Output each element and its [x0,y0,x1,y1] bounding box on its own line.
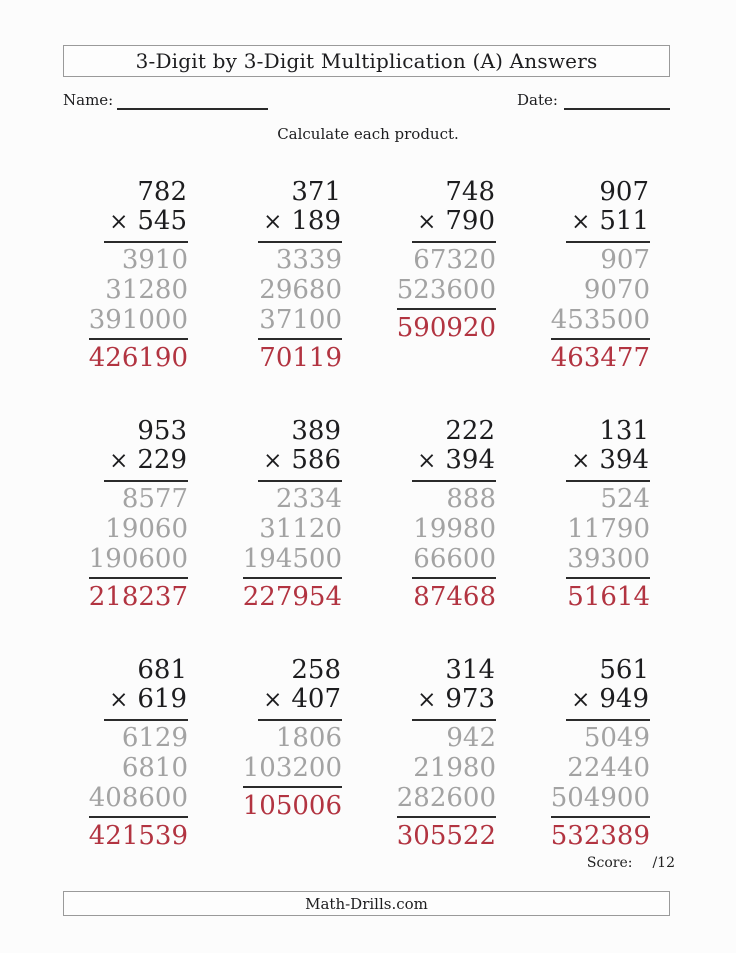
operands-block [412,417,496,482]
partial-product: 31120 [259,514,342,544]
site-name: Math-Drills.com [305,894,428,913]
multiplicand: 953 [137,416,187,446]
partial-product: 524 [600,484,650,514]
score-value: /12 [652,855,675,871]
date-write-line [564,94,670,110]
multiplication-problem [397,178,496,373]
multiply-icon: × [263,448,283,474]
multiplier-row [571,446,649,476]
operands-block [566,178,650,243]
multiply-icon: × [109,448,129,474]
multiply-icon: × [263,209,283,235]
name-write-line [117,94,268,110]
multiplier-row [263,685,341,715]
multiplication-problem [551,178,650,373]
partial-product: 1806 [275,723,342,753]
multiplication-problem [243,656,342,851]
partial-product: 6129 [121,723,188,753]
operands-block [258,656,342,721]
operands-block [412,656,496,721]
multiply-icon: × [417,209,437,235]
partial-product: 19980 [413,514,496,544]
operands-block [566,656,650,721]
partial-products [551,721,650,813]
multiplication-problem [397,656,496,851]
partial-product: 66600 [413,544,496,574]
partial-product: 11790 [567,514,650,544]
multiplier-row [417,207,495,237]
partial-product: 190600 [88,544,188,574]
partial-products [566,482,650,574]
multiplier-row [417,685,495,715]
partial-product: 408600 [88,783,188,813]
date-label: Date: [517,91,558,109]
multiplicand: 389 [291,416,341,446]
final-product: 421539 [89,816,188,851]
partial-product: 29680 [259,275,342,305]
name-label: Name: [63,91,114,109]
partial-product: 6810 [121,753,188,783]
partial-product: 194500 [242,544,342,574]
final-product: 590920 [397,308,496,343]
partial-product: 8577 [121,484,188,514]
partial-product: 3910 [121,245,188,275]
multiplier: 790 [445,206,495,236]
partial-product: 37100 [259,305,342,335]
partial-product: 31280 [105,275,188,305]
partial-products [551,243,650,335]
partial-product: 39300 [567,544,650,574]
multiply-icon: × [571,209,591,235]
multiply-icon: × [571,687,591,713]
problems-grid [34,178,650,851]
final-product: 87468 [412,577,496,612]
multiplicand: 748 [445,177,495,207]
multiplication-problem [89,417,188,612]
multiplier-row [417,446,495,476]
partial-product: 9070 [583,275,650,305]
multiplication-problem [89,656,188,851]
final-product: 227954 [243,577,342,612]
multiplier-row [109,207,187,237]
multiplier-row [109,685,187,715]
partial-products [243,482,342,574]
instruction-text: Calculate each product. [277,125,459,143]
multiplier: 545 [137,206,187,236]
partial-product: 888 [446,484,496,514]
final-product: 70119 [258,338,342,373]
multiplier: 586 [291,445,341,475]
score-row [587,855,675,871]
final-product: 305522 [397,816,496,851]
footer-box [63,891,670,916]
partial-product: 19060 [105,514,188,544]
final-product: 105006 [243,786,342,821]
multiplier-row [571,207,649,237]
multiplier: 973 [445,684,495,714]
multiplication-problem [243,417,342,612]
multiplier: 189 [291,206,341,236]
multiply-icon: × [263,687,283,713]
multiplication-problem [89,178,188,373]
worksheet-title-box [63,45,670,77]
multiplier: 229 [137,445,187,475]
final-product: 51614 [566,577,650,612]
operands-block [104,178,188,243]
multiplicand: 222 [445,416,495,446]
multiplier: 407 [291,684,341,714]
multiplicand: 258 [291,655,341,685]
partial-product: 103200 [242,753,342,783]
multiplicand: 561 [599,655,649,685]
partial-products [243,721,342,783]
final-product: 532389 [551,816,650,851]
multiply-icon: × [109,209,129,235]
partial-product: 453500 [550,305,650,335]
final-product: 218237 [89,577,188,612]
operands-block [104,417,188,482]
partial-product: 282600 [396,783,496,813]
partial-product: 391000 [88,305,188,335]
multiplicand: 314 [445,655,495,685]
multiplication-problem [258,178,342,373]
partial-products [397,721,496,813]
page-title: 3-Digit by 3-Digit Multiplication (A) Answers [135,49,598,73]
multiplier: 394 [445,445,495,475]
partial-products [89,243,188,335]
multiplier-row [263,207,341,237]
partial-product: 2334 [275,484,342,514]
multiplier-row [263,446,341,476]
operands-block [566,417,650,482]
multiply-icon: × [109,687,129,713]
multiplier-row [109,446,187,476]
partial-product: 504900 [550,783,650,813]
multiplier: 949 [599,684,649,714]
multiplicand: 681 [137,655,187,685]
multiplier: 394 [599,445,649,475]
partial-product: 3339 [275,245,342,275]
operands-block [258,417,342,482]
partial-product: 942 [446,723,496,753]
partial-product: 523600 [396,275,496,305]
multiply-icon: × [571,448,591,474]
operands-block [258,178,342,243]
partial-products [89,482,188,574]
partial-product: 21980 [413,753,496,783]
partial-product: 67320 [413,245,496,275]
partial-products [397,243,496,305]
operands-block [104,656,188,721]
score-label: Score: [586,855,633,871]
final-product: 463477 [551,338,650,373]
multiplicand: 907 [599,177,649,207]
multiply-icon: × [417,687,437,713]
multiply-icon: × [417,448,437,474]
partial-product: 22440 [567,753,650,783]
final-product: 426190 [89,338,188,373]
partial-products [258,243,342,335]
partial-products [412,482,496,574]
multiplication-problem [551,656,650,851]
multiplier-row [571,685,649,715]
partial-products [89,721,188,813]
multiplicand: 782 [137,177,187,207]
multiplication-problem [566,417,650,612]
multiplicand: 131 [599,416,649,446]
multiplier: 619 [137,684,187,714]
multiplicand: 371 [291,177,341,207]
partial-product: 5049 [583,723,650,753]
multiplication-problem [412,417,496,612]
partial-product: 907 [600,245,650,275]
operands-block [412,178,496,243]
multiplier: 511 [599,206,649,236]
